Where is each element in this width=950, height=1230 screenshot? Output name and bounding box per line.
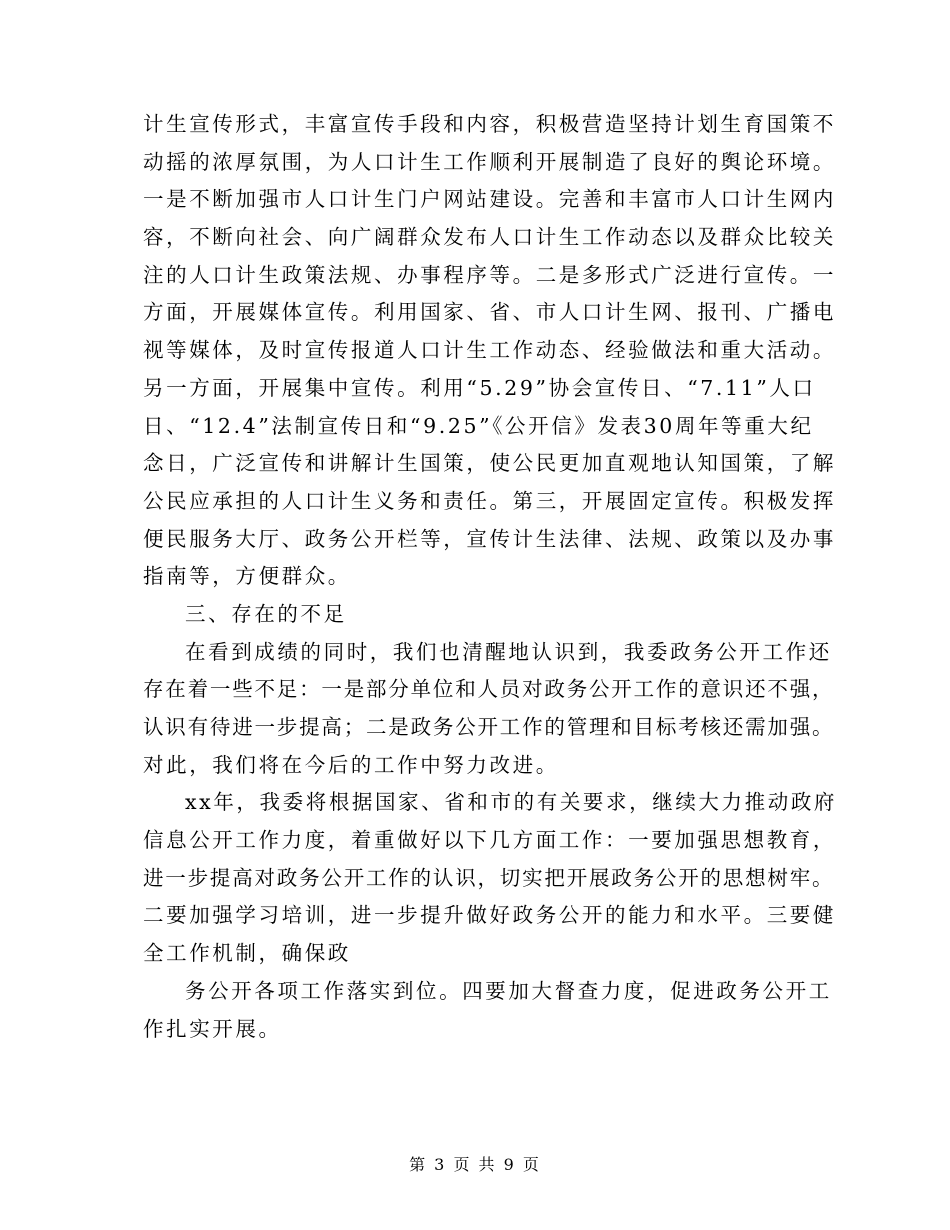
paragraph-line: 作扎实开展。 — [143, 1016, 282, 1041]
paragraph-line: 公民应承担的人口计生义务和责任。第三，开展固定宣传。积极发挥 — [143, 488, 836, 513]
paragraph-line: 在看到成绩的同时，我们也清醒地认识到，我委政务公开工作还 — [185, 639, 832, 664]
paragraph-line: 视等媒体，及时宣传报道人口计生工作动态、经验做法和重大活动。 — [143, 338, 836, 363]
paragraph-line: 方面，开展媒体宣传。利用国家、省、市人口计生网、报刊、广播电 — [143, 300, 836, 325]
paragraph-line: xx年，我委将根据国家、省和市的有关要求，继续大力推动政府 — [185, 790, 838, 815]
paragraph-line: 动摇的浓厚氛围，为人口计生工作顺利开展制造了良好的舆论环境。 — [143, 149, 836, 174]
paragraph-line: 容，不断向社会、向广阔群众发布人口计生工作动态以及群众比较关 — [143, 225, 836, 250]
paragraph-line: 二要加强学习培训，进一步提升做好政务公开的能力和水平。三要健 — [143, 903, 836, 928]
paragraph-line: 认识有待进一步提高；二是政务公开工作的管理和目标考核还需加强。 — [143, 715, 835, 739]
paragraph-line: 计生宣传形式，丰富宣传手段和内容，积极营造坚持计划生育国策不 — [143, 112, 836, 136]
document-body — [143, 106, 838, 1048]
paragraph-line: 信息公开工作力度，着重做好以下几方面工作：一要加强思想教育， — [143, 828, 836, 853]
paragraph-line: 存在着一些不足：一是部分单位和人员对政务公开工作的意识还不强， — [143, 677, 835, 702]
section-heading: 三、存在的不足 — [185, 601, 347, 626]
paragraph-line: 便民服务大厅、政务公开栏等，宣传计生法律、法规、政策以及办事 — [143, 526, 836, 551]
paragraph-line: 另一方面，开展集中宣传。利用“5.29”协会宣传日、“7.11”人口 — [143, 375, 816, 400]
page-number-footer: 第 3 页 共 9 页 — [409, 1155, 541, 1174]
paragraph-line: 日、“12.4”法制宣传日和“9.25”《公开信》发表30周年等重大纪 — [143, 413, 814, 438]
paragraph-line: 对此，我们将在今后的工作中努力改进。 — [143, 752, 559, 777]
paragraph-line: 进一步提高对政务公开工作的认识，切实把开展政务公开的思想树牢。 — [143, 865, 835, 890]
paragraph-line: 全工作机制，确保政 — [143, 941, 351, 966]
paragraph-line: 务公开各项工作落实到位。四要加大督查力度，促进政务公开工 — [185, 978, 832, 1003]
paragraph-line: 一是不断加强市人口计生门户网站建设。完善和丰富市人口计生网内 — [143, 187, 836, 212]
paragraph-line: 念日，广泛宣传和讲解计生国策，使公民更加直观地认知国策，了解 — [143, 451, 836, 476]
paragraph-line: 注的人口计生政策法规、办事程序等。二是多形式广泛进行宣传。一 — [143, 262, 836, 287]
paragraph-line: 指南等，方便群众。 — [143, 564, 351, 589]
